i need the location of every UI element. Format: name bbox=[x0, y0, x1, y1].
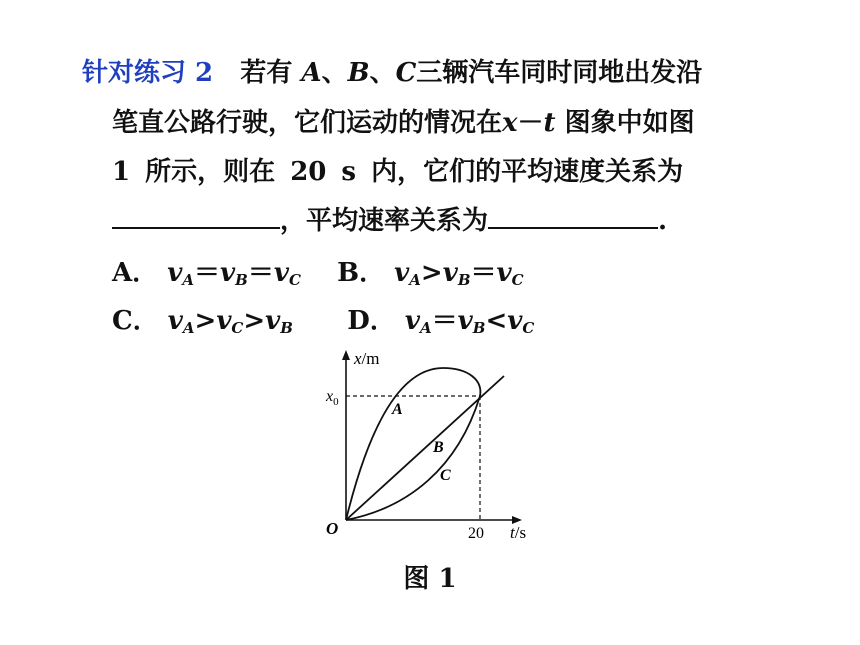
origin-label: O bbox=[326, 519, 339, 538]
question-line-2 bbox=[112, 106, 695, 140]
line-b-label: B bbox=[433, 439, 444, 456]
question-label: 针对练习 2 bbox=[82, 58, 214, 88]
y-axis-arrow bbox=[342, 350, 350, 360]
y-axis-label: x/m bbox=[354, 349, 380, 368]
answer-blank-1[interactable] bbox=[112, 205, 280, 229]
option-a-letter: A． bbox=[112, 258, 159, 288]
option-d-text: $v_A=v_B<v_C$ bbox=[404, 306, 535, 337]
text-3: 、 bbox=[369, 58, 396, 88]
options-row-1 bbox=[112, 256, 524, 297]
question-line-3 bbox=[112, 155, 683, 189]
option-c-text: $v_A>v_C>v_B$ bbox=[167, 306, 293, 337]
question-line-4 bbox=[112, 204, 667, 238]
t-tick-label: 20 bbox=[468, 525, 484, 542]
text-9: . bbox=[658, 206, 668, 236]
var-dash: － bbox=[517, 108, 544, 138]
option-c-letter: C． bbox=[112, 306, 159, 336]
text-7: 1 所示，则在 20 s 内，它们的平均速度关系为 bbox=[112, 157, 684, 187]
text-8: ，平均速率关系为 bbox=[280, 206, 489, 236]
xt-graph bbox=[318, 348, 548, 548]
x-axis-label: t/s bbox=[510, 523, 527, 542]
option-b-letter: B． bbox=[337, 258, 386, 288]
text-2: 、 bbox=[321, 58, 348, 88]
var-t: t bbox=[543, 108, 556, 138]
option-d-letter: D． bbox=[347, 306, 396, 336]
figure-caption: 图 1 bbox=[403, 564, 457, 594]
option-b-text: $v_A>v_B=v_C$ bbox=[394, 258, 524, 289]
curve-a bbox=[346, 368, 480, 520]
var-c: C bbox=[395, 58, 417, 88]
curve-a-label: A bbox=[392, 401, 403, 418]
curve-c-label: C bbox=[440, 467, 451, 484]
option-a-text: $v_A=v_B=v_C$ bbox=[167, 258, 301, 289]
text-6: 图象中如图 bbox=[564, 108, 695, 138]
options-row-2 bbox=[112, 304, 534, 345]
text-4: 三辆汽车同时同地出发沿 bbox=[416, 58, 703, 88]
answer-blank-2[interactable] bbox=[488, 205, 658, 229]
var-b: B bbox=[347, 58, 370, 88]
var-x: x bbox=[502, 108, 518, 138]
question-line-1 bbox=[82, 56, 702, 90]
var-a: A bbox=[301, 58, 322, 88]
x0-label: $x_0$ bbox=[326, 388, 339, 408]
text-5: 笔直公路行驶，它们运动的情况在 bbox=[112, 108, 503, 138]
text-1: 若有 bbox=[240, 58, 293, 88]
